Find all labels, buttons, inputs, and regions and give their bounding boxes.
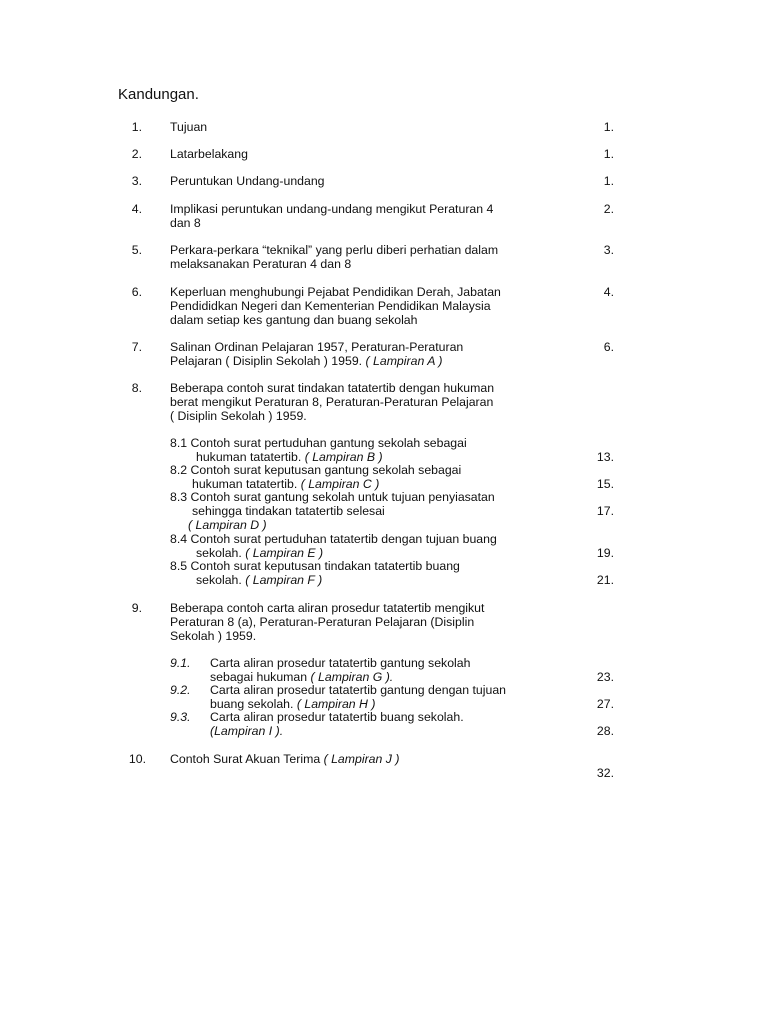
- lampiran-ref: ( Lampiran H ): [296, 697, 376, 711]
- toc-text: Latarbelakang: [170, 147, 248, 161]
- toc-page: 15.: [596, 477, 614, 491]
- toc-text-line: berat mengikut Peraturan 8, Peraturan-Peraturan Pelajaran: [170, 395, 494, 409]
- toc-text-line: Implikasi peruntukan undang-undang mengikut Peraturan 4: [170, 202, 494, 216]
- toc-subtext: [210, 683, 570, 711]
- lampiran-ref: ( Lampiran F ): [245, 573, 323, 587]
- toc-subtext: [170, 463, 565, 491]
- toc-number: 3.: [131, 174, 142, 188]
- toc-text-part: hukuman tatatertib.: [196, 450, 302, 464]
- toc-text-line: 8.1 Contoh surat pertuduhan gantung sekolah sebagai: [170, 436, 467, 450]
- toc-number: 8.: [131, 381, 142, 395]
- toc-number: 9.: [131, 601, 142, 615]
- toc-text-part: sebagai hukuman: [210, 670, 308, 684]
- toc-text-line: melaksanakan Peraturan 4 dan 8: [170, 257, 352, 271]
- toc-text-part: Pelajaran ( Disiplin Sekolah ) 1959.: [170, 354, 363, 368]
- lampiran-ref: ( Lampiran D ): [188, 518, 267, 532]
- toc-text-line: 8.2 Contoh surat keputusan gantung sekolah sebagai: [170, 463, 462, 477]
- lampiran-ref: ( Lampiran A ): [365, 354, 443, 368]
- toc-subtext: [210, 656, 570, 684]
- toc-text-line: [210, 697, 570, 711]
- toc-text: [170, 381, 565, 423]
- toc-subnumber: 9.3.: [170, 710, 191, 724]
- toc-number: 10.: [128, 752, 146, 766]
- toc-text-line: sehingga tindakan tatatertib selesai: [192, 504, 385, 518]
- toc-page: 4.: [603, 285, 614, 299]
- toc-text: [170, 202, 565, 230]
- toc-page: 27.: [596, 697, 614, 711]
- toc-text: Peruntukan Undang-undang: [170, 174, 325, 188]
- toc-text-line: dan 8: [170, 216, 201, 230]
- toc-page: 1.: [603, 174, 614, 188]
- toc-page: 17.: [596, 504, 614, 518]
- toc-text-line: dalam setiap kes gantung dan buang sekolah: [170, 313, 418, 327]
- toc-subnumber: 9.2.: [170, 683, 191, 697]
- toc-text-line: Perkara-perkara “teknikal” yang perlu diberi perhatian dalam: [170, 243, 499, 257]
- toc-text-part: Contoh Surat Akuan Terima: [170, 752, 321, 766]
- toc-page: 23.: [596, 670, 614, 684]
- toc-text: Tujuan: [170, 120, 208, 134]
- lampiran-ref: ( Lampiran C ): [300, 477, 380, 491]
- toc-page: 2.: [603, 202, 614, 216]
- lampiran-ref: ( Lampiran G ).: [310, 670, 394, 684]
- toc-text-line: [170, 573, 565, 587]
- toc-page: 19.: [596, 546, 614, 560]
- toc-text-line: Carta aliran prosedur tatatertib buang sekolah.: [210, 710, 464, 724]
- toc-subnumber: 9.1.: [170, 656, 191, 670]
- toc-subtext: [210, 710, 570, 738]
- toc-text-line: Sekolah ) 1959.: [170, 629, 257, 643]
- lampiran-ref: (Lampiran I ).: [210, 724, 284, 738]
- toc-text-line: Pendididkan Negeri dan Kementerian Pendidikan Malaysia: [170, 299, 491, 313]
- toc-text-part: sekolah.: [196, 573, 242, 587]
- toc-text-line: [170, 546, 565, 560]
- toc-text: [170, 752, 565, 766]
- toc-text-line: Beberapa contoh carta aliran prosedur tatatertib mengikut: [170, 601, 485, 615]
- toc-text-part: sekolah.: [196, 546, 242, 560]
- toc-text-line: 8.3 Contoh surat gantung sekolah untuk tujuan penyiasatan: [170, 490, 495, 504]
- toc-page: 1.: [603, 147, 614, 161]
- toc-text-line: [170, 477, 565, 491]
- toc-number: 7.: [131, 340, 142, 354]
- toc-text-line: 8.4 Contoh surat pertuduhan tatatertib dengan tujuan buang: [170, 532, 497, 546]
- toc-text-line: [170, 450, 565, 464]
- toc-subtext: [170, 436, 565, 464]
- toc-text-line: [170, 354, 565, 368]
- toc-number: 4.: [131, 202, 142, 216]
- toc-page: 1.: [603, 120, 614, 134]
- toc-text-line: Carta aliran prosedur tatatertib gantung sekolah: [210, 656, 471, 670]
- toc-page: 21.: [596, 573, 614, 587]
- toc-subtext: [170, 532, 565, 560]
- toc-text-line: Peraturan 8 (a), Peraturan-Peraturan Pelajaran (Disiplin: [170, 615, 475, 629]
- toc-page: 32.: [596, 766, 614, 780]
- toc-text-line: 8.5 Contoh surat keputusan tindakan tatatertib buang: [170, 559, 460, 573]
- lampiran-ref: ( Lampiran J ): [323, 752, 400, 766]
- toc-text: [170, 340, 565, 368]
- toc-page: 3.: [603, 243, 614, 257]
- toc-subtext: [170, 490, 565, 532]
- toc-text-line: ( Disiplin Sekolah ) 1959.: [170, 409, 307, 423]
- toc-number: 2.: [131, 147, 142, 161]
- toc-subtext: [170, 559, 565, 587]
- toc-text-line: Salinan Ordinan Pelajaran 1957, Peraturan-Peraturan: [170, 340, 464, 354]
- toc-text: [170, 285, 565, 327]
- toc-text: [170, 243, 565, 271]
- toc-text: [170, 601, 565, 643]
- lampiran-ref: ( Lampiran B ): [304, 450, 383, 464]
- toc-page: 6.: [603, 340, 614, 354]
- toc-page: 13.: [596, 450, 614, 464]
- toc-page: 28.: [596, 724, 614, 738]
- toc-text-part: buang sekolah.: [210, 697, 294, 711]
- toc-text-line: Keperluan menghubungi Pejabat Pendidikan Derah, Jabatan: [170, 285, 501, 299]
- page-title: Kandungan.: [118, 86, 199, 103]
- toc-number: 1.: [131, 120, 142, 134]
- toc-text-line: [210, 670, 570, 684]
- toc-number: 6.: [131, 285, 142, 299]
- toc-text-part: hukuman tatatertib.: [192, 477, 298, 491]
- toc-number: 5.: [131, 243, 142, 257]
- toc-text-line: Carta aliran prosedur tatatertib gantung dengan tujuan: [210, 683, 507, 697]
- lampiran-ref: ( Lampiran E ): [245, 546, 324, 560]
- toc-text-line: Beberapa contoh surat tindakan tatatertib dengan hukuman: [170, 381, 495, 395]
